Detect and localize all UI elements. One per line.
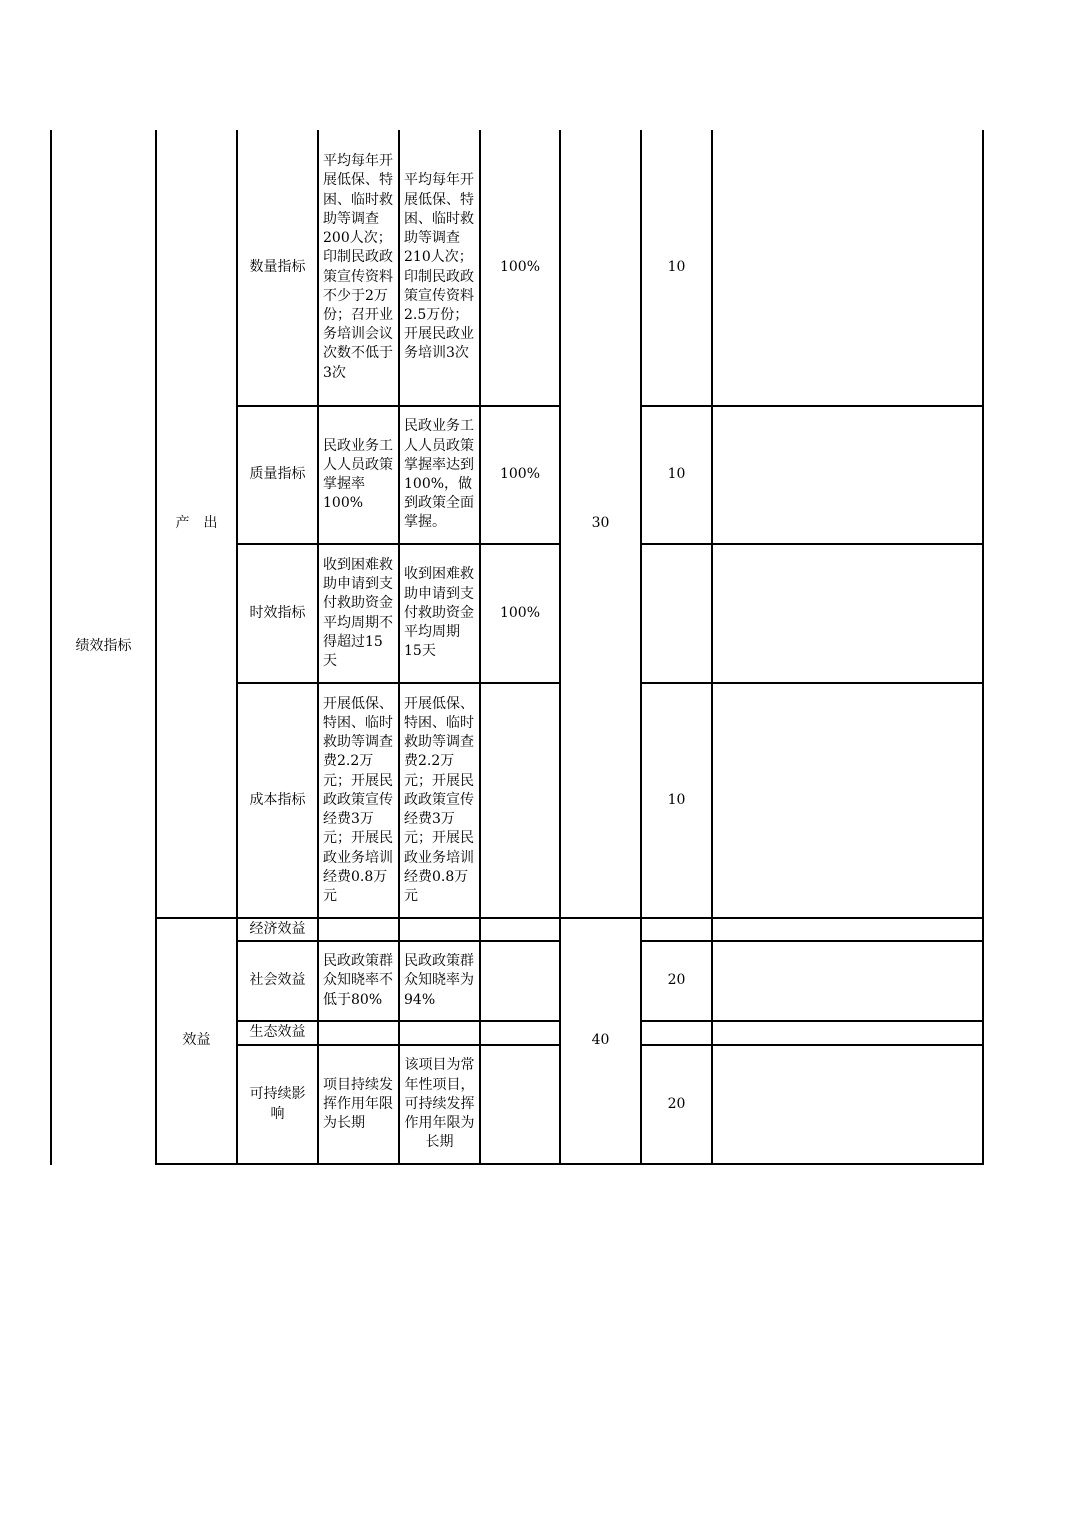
- indicator-name: 时效指标: [249, 604, 306, 621]
- target-value-cell: [319, 1046, 398, 1163]
- target-value-cell: [319, 942, 398, 1020]
- benefit-weight-cell: [561, 919, 640, 1163]
- indicator-name: 经济效益: [249, 920, 306, 937]
- score-cell: [642, 942, 711, 1020]
- completion-rate: 100%: [499, 604, 541, 621]
- category-label: 绩效指标: [75, 637, 132, 654]
- target-value-cell: [319, 1022, 398, 1044]
- completion-rate-cell: [481, 1046, 559, 1163]
- actual-value-cell: [400, 942, 479, 1020]
- indicator-cell: [238, 1046, 317, 1163]
- score-cell: [642, 684, 711, 917]
- completion-rate-cell: [481, 545, 559, 682]
- indicator-name: 可持续影响: [249, 1086, 306, 1122]
- benefit-section-cell: [157, 919, 236, 1163]
- output-weight-cell: [561, 130, 640, 917]
- actual-value: 开展低保、特困、临时救助等调查费2.2万元；开展民政政策宣传经费3万元；开展民政业务培训经费0.8万元: [404, 695, 474, 904]
- indicator-cell: [238, 545, 317, 682]
- score-value: 20: [667, 1095, 686, 1112]
- target-value: 收到困难救助申请到支付救助资金平均周期不得超过15天: [323, 556, 393, 669]
- target-value: 民政业务工人人员政策掌握率100%: [323, 437, 393, 512]
- completion-rate-cell: [481, 684, 559, 917]
- score-cell: [642, 1022, 711, 1044]
- actual-value-cell: [400, 545, 479, 682]
- indicator-cell: [238, 1022, 317, 1044]
- indicator-name: 数量指标: [249, 258, 306, 275]
- category-cell: [52, 130, 155, 1163]
- target-value-cell: [319, 545, 398, 682]
- target-value: 民政政策群众知晓率不低于80%: [323, 953, 393, 1008]
- output-section-label: 产 出: [175, 514, 218, 531]
- actual-value-cell: [400, 1022, 479, 1044]
- output-section-cell: [157, 130, 236, 917]
- actual-value: 民政政策群众知晓率为94%: [404, 953, 474, 1008]
- output-weight-value: 30: [591, 514, 610, 531]
- score-cell: [642, 919, 711, 940]
- completion-rate-cell: [481, 1022, 559, 1044]
- score-cell: [642, 130, 711, 405]
- score-value: 10: [667, 791, 686, 808]
- indicator-cell: [238, 684, 317, 917]
- indicator-name: 社会效益: [249, 972, 306, 989]
- indicator-name: 成本指标: [249, 791, 306, 808]
- completion-rate-cell: [481, 942, 559, 1020]
- target-value: 项目持续发挥作用年限为长期: [323, 1076, 393, 1132]
- table-border-right: [982, 130, 984, 1165]
- actual-value: 收到困难救助申请到支付救助资金平均周期15天: [404, 566, 474, 660]
- score-cell: [642, 407, 711, 543]
- benefit-weight-value: 40: [591, 1032, 610, 1049]
- target-value: 平均每年开展低保、特困、临时救助等调查200人次；印制民政政策宣传资料不少于2万份；召开业务培训会议次数不低于3次: [323, 153, 393, 381]
- indicator-cell: [238, 130, 317, 405]
- score-value: 10: [667, 258, 686, 275]
- target-value-cell: [319, 407, 398, 543]
- actual-value: 民政业务工人人员政策掌握率达到100%，做到政策全面掌握。: [404, 418, 474, 531]
- score-value: 20: [667, 972, 686, 989]
- actual-value: 平均每年开展低保、特困、临时救助等调查210人次；印制民政政策宣传资料2.5万份；开展民政业务培训3次: [404, 172, 474, 362]
- score-cell: [642, 1046, 711, 1163]
- indicator-cell: [238, 942, 317, 1020]
- actual-value-cell: [400, 407, 479, 543]
- actual-value: 该项目为常年性项目，可持续发挥作用年限为长期: [404, 1057, 475, 1151]
- indicator-cell: [238, 919, 317, 940]
- score-cell: [642, 545, 711, 682]
- target-value-cell: [319, 684, 398, 917]
- target-value: 开展低保、特困、临时救助等调查费2.2万元；开展民政政策宣传经费3万元；开展民政业务培训经费0.8万元: [323, 695, 393, 904]
- actual-value-cell: [400, 130, 479, 405]
- score-value: 10: [667, 466, 686, 483]
- benefit-section-label: 效益: [182, 1032, 211, 1049]
- completion-rate: 100%: [499, 258, 541, 275]
- target-value-cell: [319, 919, 398, 940]
- completion-rate-cell: [481, 130, 559, 405]
- completion-rate-cell: [481, 407, 559, 543]
- actual-value-cell: [400, 684, 479, 917]
- indicator-cell: [238, 407, 317, 543]
- indicator-name: 质量指标: [249, 466, 306, 483]
- grid-line: [711, 130, 713, 1165]
- actual-value-cell: [400, 919, 479, 940]
- completion-rate: 100%: [499, 466, 541, 483]
- indicator-name: 生态效益: [249, 1024, 306, 1041]
- completion-rate-cell: [481, 919, 559, 940]
- actual-value-cell: [400, 1046, 479, 1163]
- table-border-bottom: [155, 1163, 984, 1165]
- target-value-cell: [319, 130, 398, 405]
